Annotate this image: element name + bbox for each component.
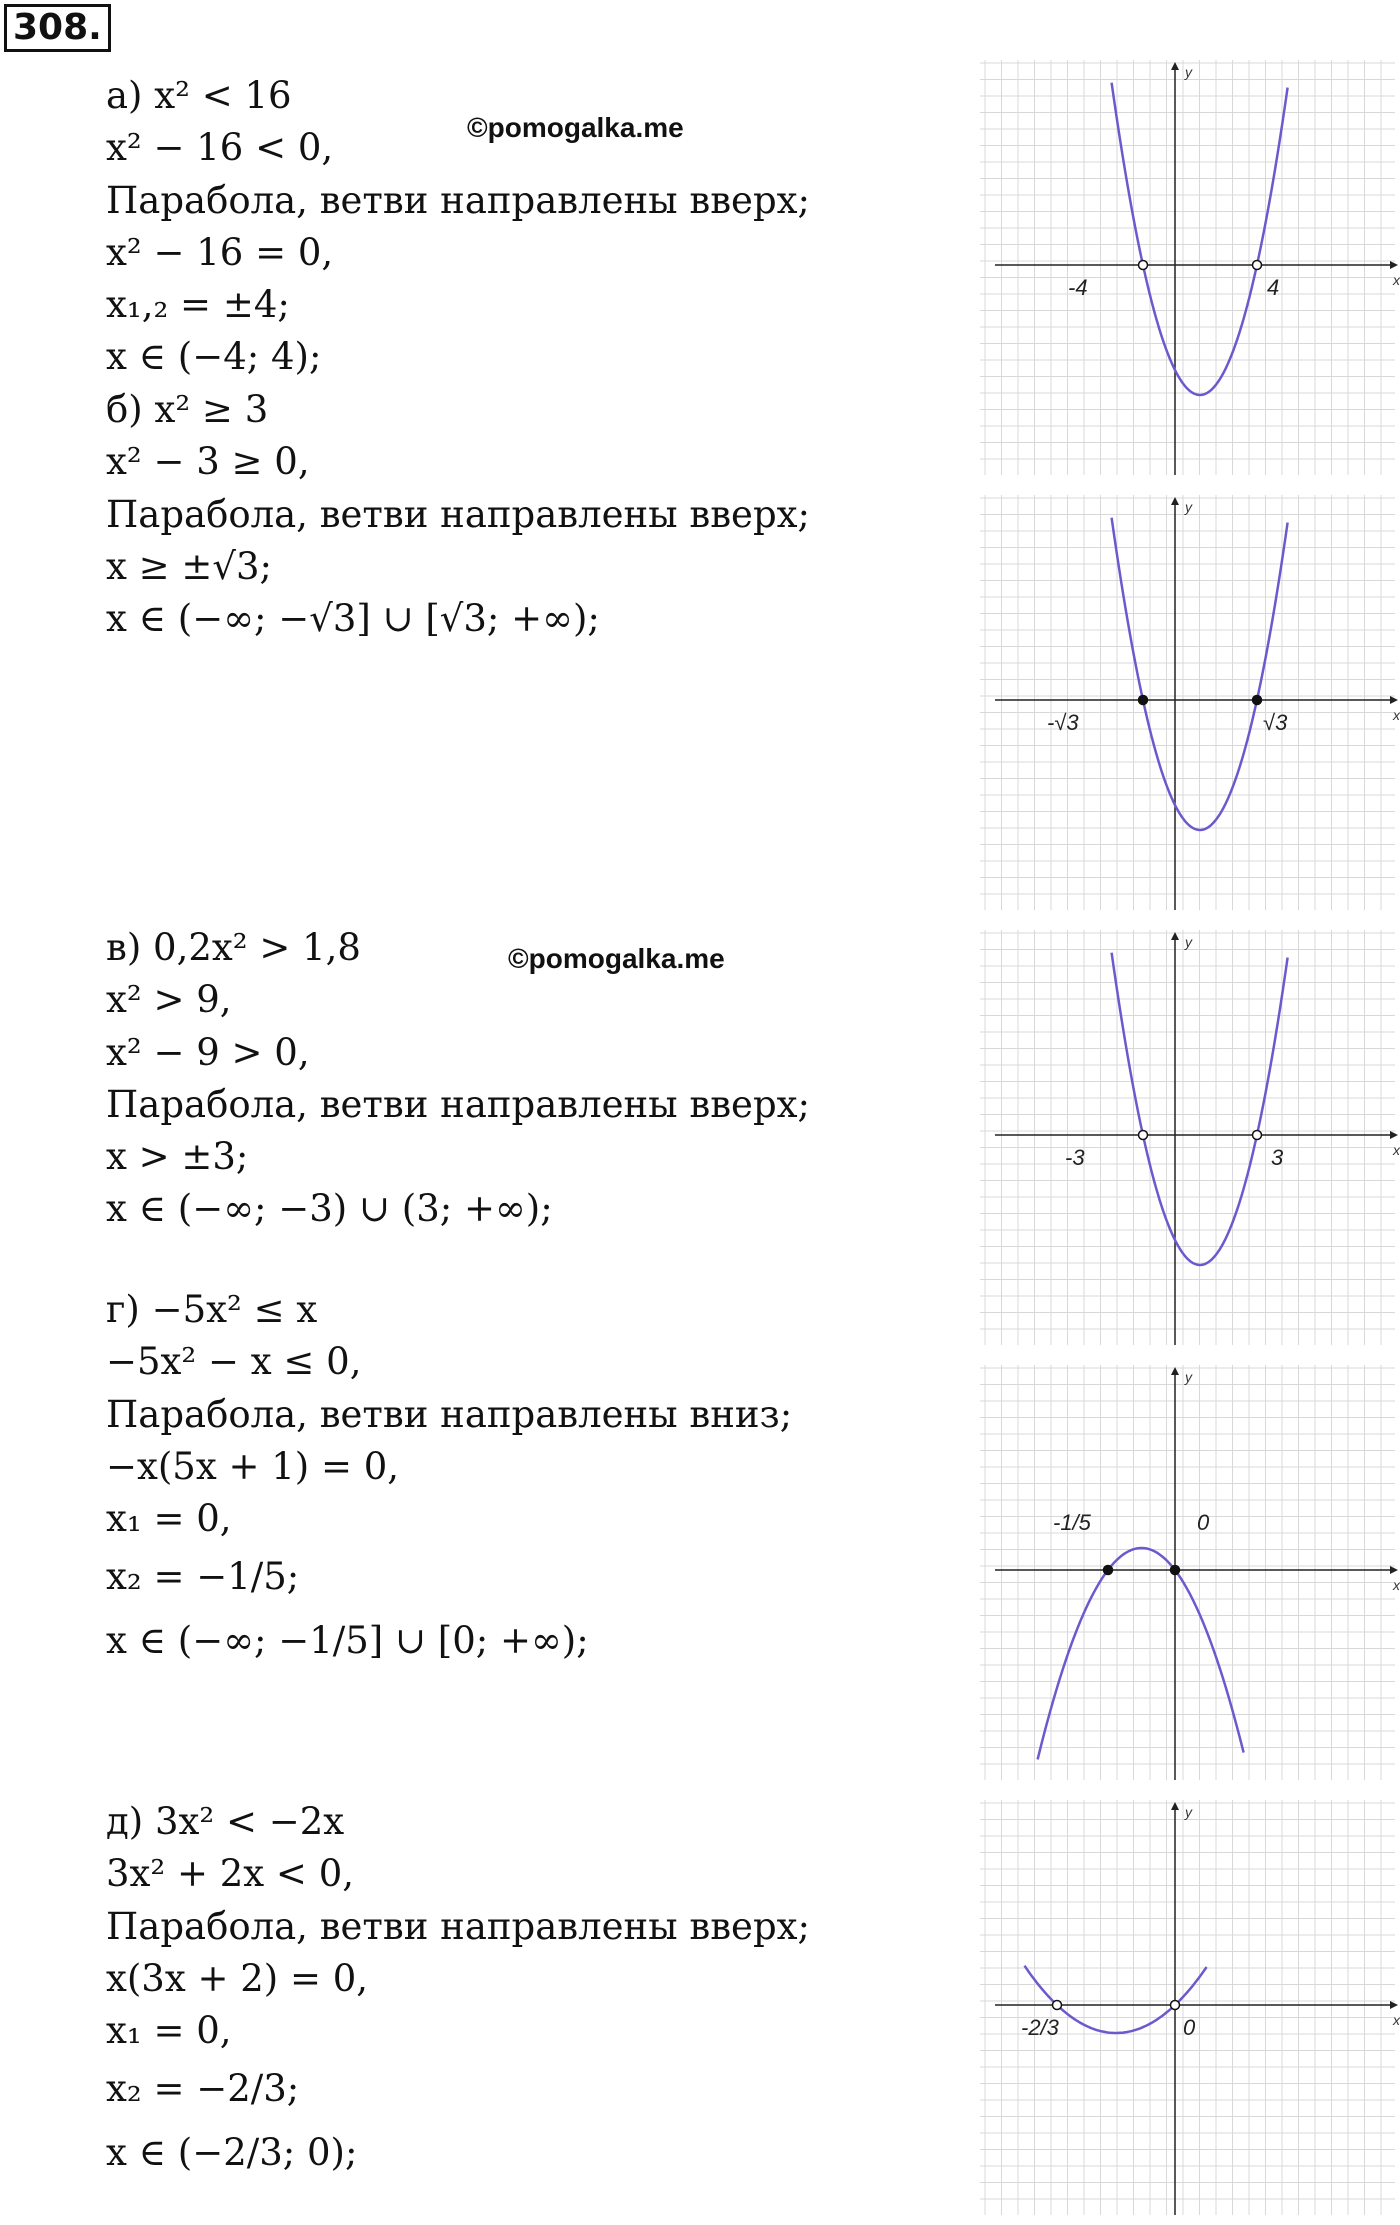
x-axis-arrow bbox=[1390, 2001, 1398, 2009]
grid bbox=[980, 495, 1395, 910]
solution-line: Парабола, ветви направлены вниз; bbox=[106, 1392, 793, 1436]
x-axis-arrow bbox=[1390, 1566, 1398, 1574]
root-point-right bbox=[1253, 1131, 1262, 1140]
solution-line: x² > 9, bbox=[106, 978, 232, 1022]
grid bbox=[980, 60, 1395, 475]
parabola-graph-a bbox=[975, 55, 1400, 480]
solution-line: x₁ = 0, bbox=[106, 1497, 232, 1541]
solution-line: б) x² ≥ 3 bbox=[106, 388, 269, 431]
root-point-left bbox=[1139, 696, 1148, 705]
solution-line: x ∈ (−∞; −1/5] ∪ [0; +∞); bbox=[106, 1619, 589, 1663]
y-axis-name: y bbox=[1185, 64, 1192, 80]
part-d bbox=[106, 1796, 810, 2185]
x-axis-arrow bbox=[1390, 261, 1398, 269]
part-g bbox=[106, 1284, 792, 1673]
solution-line: x(3x + 2) = 0, bbox=[106, 1956, 369, 2000]
solution-line: x > ±3; bbox=[106, 1135, 249, 1179]
parabola-curve bbox=[1038, 1548, 1244, 1759]
parabola-graph-g bbox=[975, 1360, 1400, 1785]
root-label-left: -2/3 bbox=[1021, 2015, 1059, 2040]
root-label-right: 4 bbox=[1267, 275, 1280, 300]
root-point-right bbox=[1253, 696, 1262, 705]
watermark: ©pomogalka.me bbox=[508, 943, 725, 974]
graph-svg bbox=[975, 925, 1400, 1350]
graph-svg bbox=[975, 1795, 1400, 2220]
root-point-right bbox=[1171, 1566, 1180, 1575]
y-axis-name: y bbox=[1185, 1804, 1192, 1820]
solution-line: −x(5x + 1) = 0, bbox=[106, 1444, 400, 1488]
solution-line: а) x² < 16 bbox=[106, 74, 292, 117]
solution-line: x² − 16 = 0, bbox=[106, 230, 334, 274]
solution-line: x² − 9 > 0, bbox=[106, 1030, 310, 1074]
solution-line: −5x² − x ≤ 0, bbox=[106, 1340, 362, 1384]
solution-line: Парабола, ветви направлены вверх; bbox=[106, 492, 810, 536]
root-label-left: -1/5 bbox=[1053, 1510, 1091, 1535]
x-axis-name: x bbox=[1393, 707, 1400, 723]
solution-line: x₁,₂ = ±4; bbox=[106, 283, 290, 327]
root-point-right bbox=[1253, 261, 1262, 270]
solution-line: x² − 16 < 0, bbox=[106, 126, 334, 170]
solution-line: x ≥ ±√3; bbox=[106, 544, 272, 588]
grid bbox=[980, 930, 1395, 1345]
root-label-right: 0 bbox=[1183, 2015, 1196, 2040]
solution-line: x₁ = 0, bbox=[106, 2009, 232, 2053]
x-axis-arrow bbox=[1390, 1131, 1398, 1139]
solution-line: Парабола, ветви направлены вверх; bbox=[106, 1904, 810, 1948]
solution-line: x² − 3 ≥ 0, bbox=[106, 440, 310, 484]
root-point-left bbox=[1139, 1131, 1148, 1140]
solution-line: 3x² + 2x < 0, bbox=[106, 1852, 354, 1896]
solution-line: д) 3x² < −2x bbox=[106, 1800, 345, 1843]
solution-line: x₂ = −2/3; bbox=[106, 2067, 300, 2111]
root-label-left: -√3 bbox=[1047, 710, 1079, 735]
solution-line: в) 0,2x² > 1,8 bbox=[106, 926, 361, 969]
solution-line: x ∈ (−∞; −√3] ∪ [√3; +∞); bbox=[106, 597, 600, 641]
x-axis-arrow bbox=[1390, 696, 1398, 704]
parabola-graph-v bbox=[975, 925, 1400, 1350]
root-label-right: 3 bbox=[1271, 1145, 1284, 1170]
graph-svg bbox=[975, 1360, 1400, 1785]
part-v bbox=[106, 922, 810, 1236]
grid bbox=[980, 1365, 1395, 1780]
solution-line: г) −5x² ≤ x bbox=[106, 1288, 318, 1331]
parabola-graph-d bbox=[975, 1795, 1400, 2220]
solution-line: x ∈ (−2/3; 0); bbox=[106, 2131, 358, 2175]
problem-number: 308. bbox=[4, 4, 111, 52]
root-point-left bbox=[1053, 2001, 1062, 2010]
part-a bbox=[106, 70, 810, 384]
parabola-graph-b bbox=[975, 490, 1400, 915]
solution-line: x ∈ (−4; 4); bbox=[106, 335, 322, 379]
root-point-right bbox=[1171, 2001, 1180, 2010]
part-b bbox=[106, 384, 810, 645]
y-axis-name: y bbox=[1185, 499, 1192, 515]
root-label-left: -3 bbox=[1065, 1145, 1085, 1170]
solution-line: Парабола, ветви направлены вверх; bbox=[106, 178, 810, 222]
grid bbox=[980, 1800, 1395, 2215]
solution-line: x₂ = −1/5; bbox=[106, 1555, 300, 1599]
x-axis-name: x bbox=[1393, 1142, 1400, 1158]
watermark: ©pomogalka.me bbox=[467, 112, 684, 143]
root-point-left bbox=[1139, 261, 1148, 270]
graph-svg bbox=[975, 490, 1400, 915]
x-axis-name: x bbox=[1393, 1577, 1400, 1593]
solution-line: Парабола, ветви направлены вверх; bbox=[106, 1082, 810, 1126]
root-point-left bbox=[1104, 1566, 1113, 1575]
solution-line: x ∈ (−∞; −3) ∪ (3; +∞); bbox=[106, 1187, 553, 1231]
y-axis-name: y bbox=[1185, 1369, 1192, 1385]
x-axis-name: x bbox=[1393, 2012, 1400, 2028]
root-label-right: √3 bbox=[1263, 710, 1288, 735]
y-axis-name: y bbox=[1185, 934, 1192, 950]
x-axis-name: x bbox=[1393, 272, 1400, 288]
graph-svg bbox=[975, 55, 1400, 480]
root-label-right: 0 bbox=[1197, 1510, 1210, 1535]
root-label-left: -4 bbox=[1068, 275, 1088, 300]
